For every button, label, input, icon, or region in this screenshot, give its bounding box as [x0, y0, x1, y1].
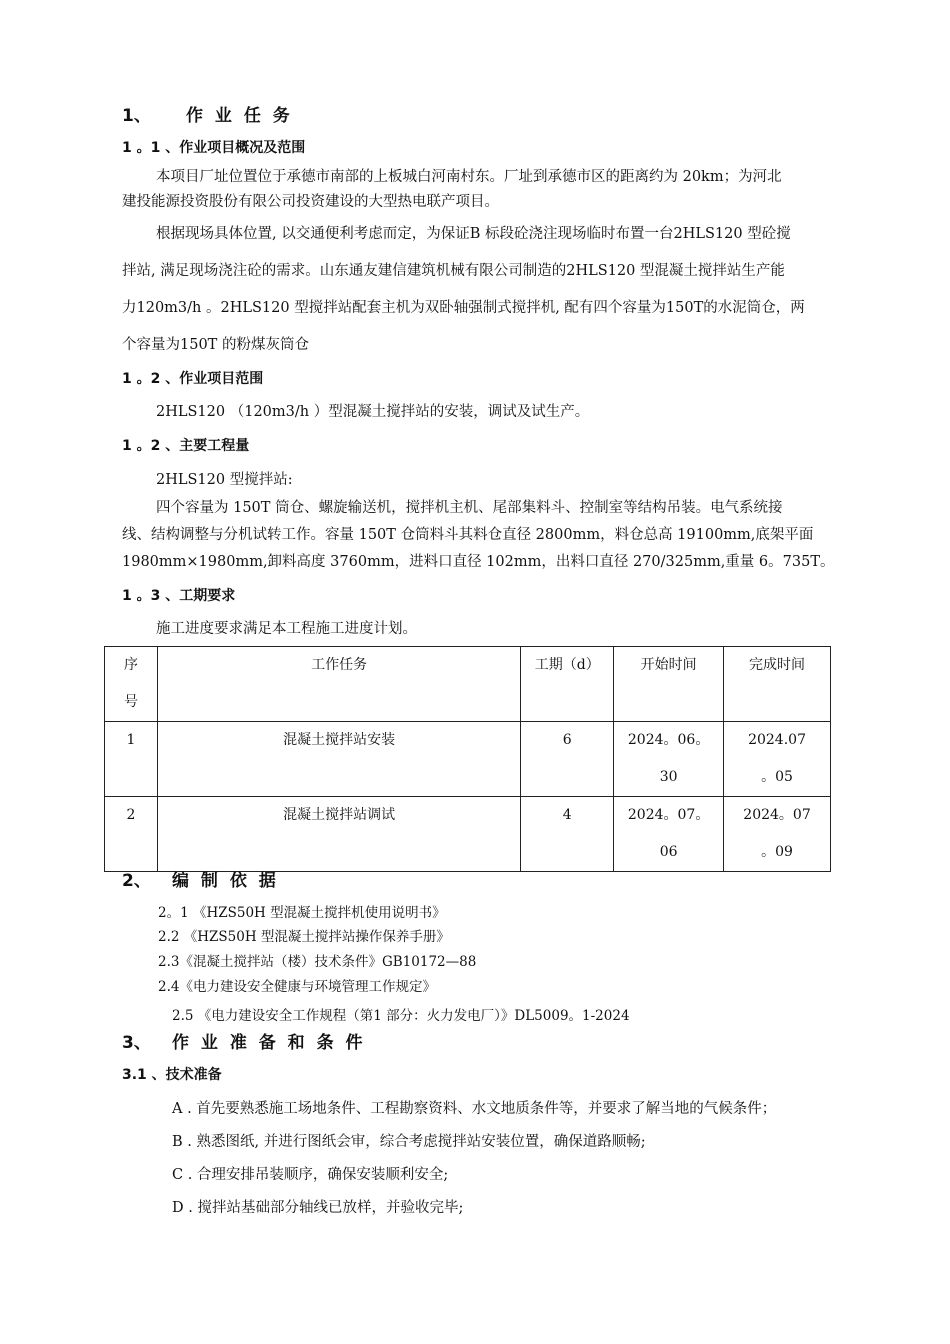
header-start: 开始时间 [614, 647, 724, 722]
workload-line1: 四个容量为 150T 筒仓、螺旋输送机，搅拌机主机、尾部集料斗、控制室等结构吊装。电气系统接 [156, 500, 783, 516]
table-row [105, 797, 831, 872]
row1-start-line1: 2024。06。 [627, 732, 710, 748]
row1-end [724, 722, 831, 797]
subsection-1-1-heading: 1 。1 、作业项目概况及范围 [122, 140, 306, 156]
section3-heading-number: 3、 [122, 1033, 151, 1053]
section2-heading-number: 2、 [122, 871, 151, 891]
row2-start [614, 797, 724, 872]
workload-line3: 1980mm×1980mm,卸料高度 3760mm，进料口直径 102mm，出料口直径 270/325mm,重量 6。735T。 [122, 554, 835, 570]
header-seq [105, 647, 158, 722]
row2-end [724, 797, 831, 872]
header-seq-line1: 序 [123, 657, 138, 673]
section1-heading: 作 业 任 务 [186, 106, 293, 126]
header-end: 完成时间 [724, 647, 831, 722]
row1-end-line2: 。05 [761, 769, 793, 785]
row2-start-line2: 06 [659, 844, 678, 860]
schedule-table [104, 646, 831, 872]
row2-task: 混凝土搅拌站调试 [157, 797, 520, 872]
basis-item-5: 2.5 《电力建设安全工作规程（第1 部分：火力发电厂）》DL5009。1-2024 [172, 1008, 630, 1024]
basis-item-3: 2.3《混凝土搅拌站（楼）技术条件》GB10172—88 [158, 954, 477, 970]
basis-item-4: 2.4《电力建设安全健康与环境管理工作规定》 [158, 979, 436, 995]
row2-days: 4 [521, 797, 614, 872]
paragraph-overview-line2: 建投能源投资股份有限公司投资建设的大型热电联产项目。 [122, 194, 499, 210]
subsection-workload-heading: 1 。2 、主要工程量 [122, 438, 250, 454]
table-header-row [105, 647, 831, 722]
section2-heading: 编 制 依 据 [172, 871, 279, 891]
paragraph-location-line3: 力120m3/h 。2HLS120 型搅拌站配套主机为双卧轴强制式搅拌机, 配有四个容量为150T的水泥筒仓，两 [122, 300, 805, 316]
row1-seq: 1 [105, 722, 158, 797]
scope-text: 2HLS120 （120m3/h ）型混凝土搅拌站的安装，调试及试生产。 [156, 404, 590, 420]
section1-heading-number: 1、 [122, 106, 151, 126]
workload-line0: 2HLS120 型搅拌站: [156, 472, 293, 488]
subsection-3-1-heading: 3.1 、技术准备 [122, 1067, 222, 1083]
prep-item-b: B . 熟悉图纸, 并进行图纸会审，综合考虑搅拌站安装位置，确保道路顺畅; [172, 1134, 646, 1150]
section3-heading: 作 业 准 备 和 条 件 [172, 1033, 366, 1053]
basis-item-1: 2。1 《HZS50H 型混凝土搅拌机使用说明书》 [158, 905, 446, 921]
subsection-schedule-heading: 1 。3 、工期要求 [122, 588, 236, 604]
header-task: 工作任务 [157, 647, 520, 722]
paragraph-location-line1: 根据现场具体位置, 以交通便利考虑而定，为保证B 标段砼浇注现场临时布置一台2HLS120 型砼搅 [156, 226, 791, 242]
prep-item-d: D . 搅拌站基础部分轴线已放样，并验收完毕; [172, 1200, 464, 1216]
schedule-intro: 施工进度要求满足本工程施工进度计划。 [156, 621, 417, 637]
basis-item-2: 2.2 《HZS50H 型混凝土搅拌站操作保养手册》 [158, 929, 450, 945]
row2-start-line1: 2024。07。 [627, 807, 710, 823]
header-days: 工期（d） [521, 647, 614, 722]
paragraph-overview-line1: 本项目厂址位置位于承德市南部的上板城白河南村东。厂址到承德市区的距离约为 20km；为河北 [156, 169, 782, 185]
row1-start-line2: 30 [659, 769, 678, 785]
paragraph-location-line2: 拌站, 满足现场浇注砼的需求。山东通友建信建筑机械有限公司制造的2HLS120 型混凝土搅拌站生产能 [122, 263, 785, 279]
subsection-1-2-heading: 1 。2 、作业项目范围 [122, 371, 264, 387]
row2-end-line2: 。09 [761, 844, 793, 860]
row1-task: 混凝土搅拌站安装 [157, 722, 520, 797]
table-row [105, 722, 831, 797]
prep-item-c: C . 合理安排吊装顺序，确保安装顺利安全; [172, 1167, 449, 1183]
prep-item-a: A . 首先要熟悉施工场地条件、工程勘察资料、水文地质条件等，并要求了解当地的气候条件； [172, 1101, 777, 1117]
row1-days: 6 [521, 722, 614, 797]
header-seq-line2: 号 [123, 694, 138, 710]
row2-end-line1: 2024。07 [743, 807, 811, 823]
row1-end-line1: 2024.07 [748, 732, 806, 748]
row2-seq: 2 [105, 797, 158, 872]
row1-start [614, 722, 724, 797]
paragraph-location-line4: 个容量为150T 的粉煤灰筒仓 [122, 337, 309, 353]
workload-line2: 线、结构调整与分机试转工作。容量 150T 仓筒料斗其料仓直径 2800mm，料仓总高 19100mm,底架平面 [122, 527, 814, 543]
